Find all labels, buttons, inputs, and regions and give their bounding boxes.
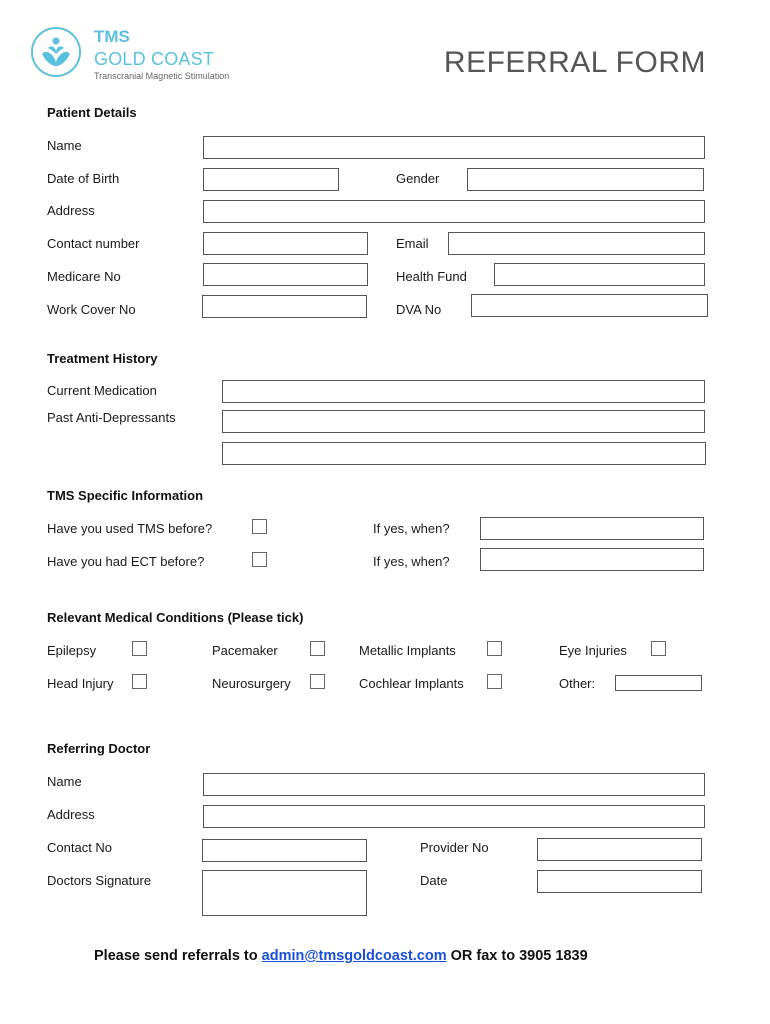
dob-label: Date of Birth (47, 171, 120, 186)
neurosurgery-checkbox[interactable] (310, 674, 325, 689)
dva-label: DVA No (396, 302, 442, 317)
gender-field[interactable] (467, 168, 704, 191)
ect-when-label: If yes, when? (373, 554, 450, 569)
tms-when-label: If yes, when? (373, 521, 450, 536)
tms-before-checkbox[interactable] (252, 519, 267, 534)
medicare-field[interactable] (203, 263, 368, 286)
past-antidepressants-field[interactable] (222, 410, 705, 433)
tms-when-field[interactable] (480, 517, 704, 540)
email-field[interactable] (448, 232, 705, 255)
conditions-heading: Relevant Medical Conditions (Please tick) (47, 610, 304, 625)
pacemaker-checkbox[interactable] (310, 641, 325, 656)
patient-details-heading: Patient Details (47, 105, 137, 120)
other-field[interactable] (615, 675, 702, 691)
epilepsy-checkbox[interactable] (132, 641, 147, 656)
past-antidepressants-field-2[interactable] (222, 442, 706, 465)
patient-name-label: Name (47, 138, 82, 153)
provider-no-label: Provider No (420, 840, 489, 855)
doctor-contact-label: Contact No (47, 840, 113, 855)
health-fund-field[interactable] (494, 263, 705, 286)
eye-injuries-checkbox[interactable] (651, 641, 666, 656)
logo (30, 26, 82, 78)
footer-prefix: Please send referrals to (94, 948, 262, 964)
ect-when-field[interactable] (480, 548, 704, 571)
dob-field[interactable] (203, 168, 339, 191)
eye-injuries-label: Eye Injuries (559, 643, 627, 658)
patient-name-field[interactable] (203, 136, 705, 159)
dva-field[interactable] (471, 294, 708, 317)
doctor-signature-field[interactable] (202, 870, 367, 916)
metallic-implants-checkbox[interactable] (487, 641, 502, 656)
metallic-implants-label: Metallic Implants (359, 643, 456, 658)
medicare-label: Medicare No (47, 269, 121, 284)
logo-goldcoast-text: GOLD COAST (94, 49, 215, 69)
gender-label: Gender (396, 171, 440, 186)
doctor-name-field[interactable] (203, 773, 705, 796)
email-label: Email (396, 236, 429, 251)
current-medication-field[interactable] (222, 380, 705, 403)
doctor-name-label: Name (47, 774, 82, 789)
footer-suffix: OR fax to 3905 1839 (446, 948, 588, 964)
doctor-contact-field[interactable] (202, 839, 367, 862)
head-injury-checkbox[interactable] (132, 674, 147, 689)
patient-address-field[interactable] (203, 200, 705, 223)
doctor-address-field[interactable] (203, 805, 705, 828)
ect-before-label: Have you had ECT before? (47, 554, 205, 569)
past-antidepressants-label: Past Anti-Depressants (47, 410, 176, 425)
work-cover-field[interactable] (202, 295, 367, 318)
patient-address-label: Address (47, 203, 95, 218)
referring-doctor-heading: Referring Doctor (47, 741, 151, 756)
other-label: Other: (559, 676, 596, 691)
date-field[interactable] (537, 870, 702, 893)
current-medication-label: Current Medication (47, 383, 157, 398)
logo-tms-text: TMS (94, 27, 130, 46)
work-cover-label: Work Cover No (47, 302, 136, 317)
doctor-address-label: Address (47, 807, 95, 822)
ect-before-checkbox[interactable] (252, 552, 267, 567)
epilepsy-label: Epilepsy (47, 643, 97, 658)
date-label: Date (420, 873, 448, 888)
provider-no-field[interactable] (537, 838, 702, 861)
head-injury-label: Head Injury (47, 676, 114, 691)
tms-info-heading: TMS Specific Information (47, 488, 204, 503)
doctor-signature-label: Doctors Signature (47, 873, 152, 888)
pacemaker-label: Pacemaker (212, 643, 278, 658)
neurosurgery-label: Neurosurgery (212, 676, 291, 691)
health-fund-label: Health Fund (396, 269, 467, 284)
contact-number-label: Contact number (47, 236, 140, 251)
cochlear-implants-label: Cochlear Implants (359, 676, 464, 691)
tms-before-label: Have you used TMS before? (47, 521, 213, 536)
logo-tagline: Transcranial Magnetic Stimulation (94, 71, 230, 81)
contact-number-field[interactable] (203, 232, 368, 255)
treatment-history-heading: Treatment History (47, 351, 158, 366)
cochlear-implants-checkbox[interactable] (487, 674, 502, 689)
footer-instructions (94, 948, 588, 964)
footer-email-link[interactable]: admin@tmsgoldcoast.com (261, 948, 447, 964)
page-title: REFERRAL FORM (443, 46, 706, 79)
logo-icon (30, 26, 82, 78)
